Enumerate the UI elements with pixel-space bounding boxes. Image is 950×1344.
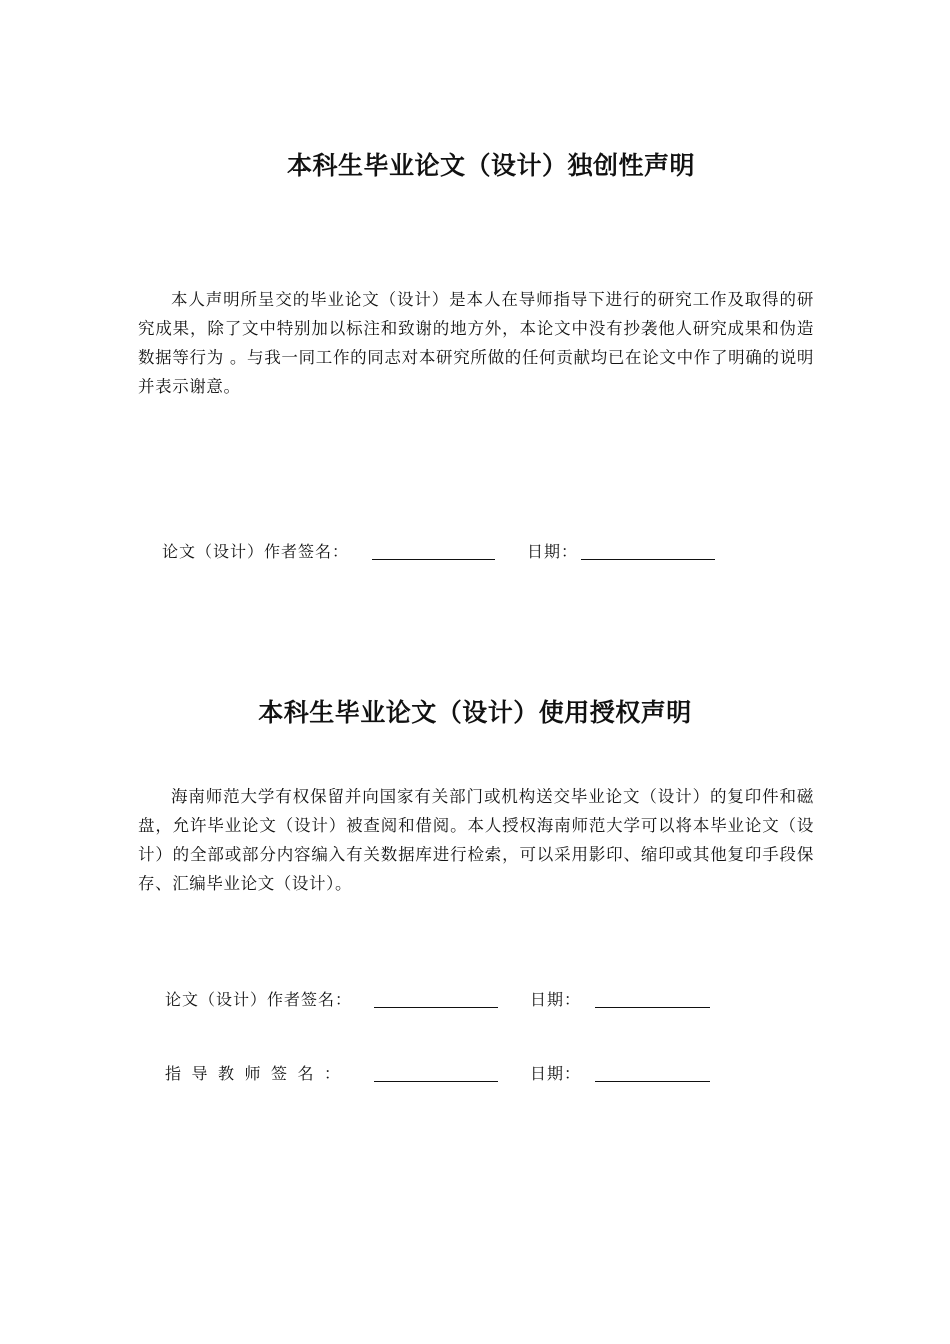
authorization-body: 海南师范大学有权保留并向国家有关部门或机构送交毕业论文（设计）的复印件和磁盘，允许毕业论文（设计）被查阅和借阅。本人授权海南师范大学可以将本毕业论文（设计）的全部或部分内容编入有关数据库进行检索，可以采用影印、缩印或其他复印手段保存、汇编毕业论文（设计）。 <box>138 787 814 893</box>
date-line[interactable] <box>595 1007 710 1008</box>
date-line[interactable] <box>581 559 715 560</box>
author-signature-line[interactable] <box>374 1007 498 1008</box>
author-signature-label: 论文（设计）作者签名： <box>165 990 353 1009</box>
advisor-signature-line[interactable] <box>374 1081 498 1082</box>
originality-body: 本人声明所呈交的毕业论文（设计）是本人在导师指导下进行的研究工作及取得的研究成果，除了文中特别加以标注和致谢的地方外，本论文中没有抄袭他人研究成果和伪造数据等行为 。与我一同工作的同志对本研究所做的任何贡献均已在论文中作了明确的说明并表示谢意。 <box>138 290 814 396</box>
authorization-title: 本科生毕业论文（设计）使用授权声明 <box>258 698 692 727</box>
advisor-signature-label: 指导教师签名： <box>165 1064 351 1083</box>
authorization-advisor-signature-row <box>0 1061 950 1085</box>
author-signature-label: 论文（设计）作者签名： <box>162 542 350 561</box>
authorization-author-signature-row <box>0 987 950 1011</box>
date-label: 日期： <box>530 1064 582 1083</box>
originality-signature-row <box>0 539 950 563</box>
originality-title: 本科生毕业论文（设计）独创性声明 <box>286 151 695 180</box>
date-label: 日期： <box>527 542 579 561</box>
date-line[interactable] <box>595 1081 710 1082</box>
author-signature-line[interactable] <box>372 559 495 560</box>
date-label: 日期： <box>530 990 582 1009</box>
